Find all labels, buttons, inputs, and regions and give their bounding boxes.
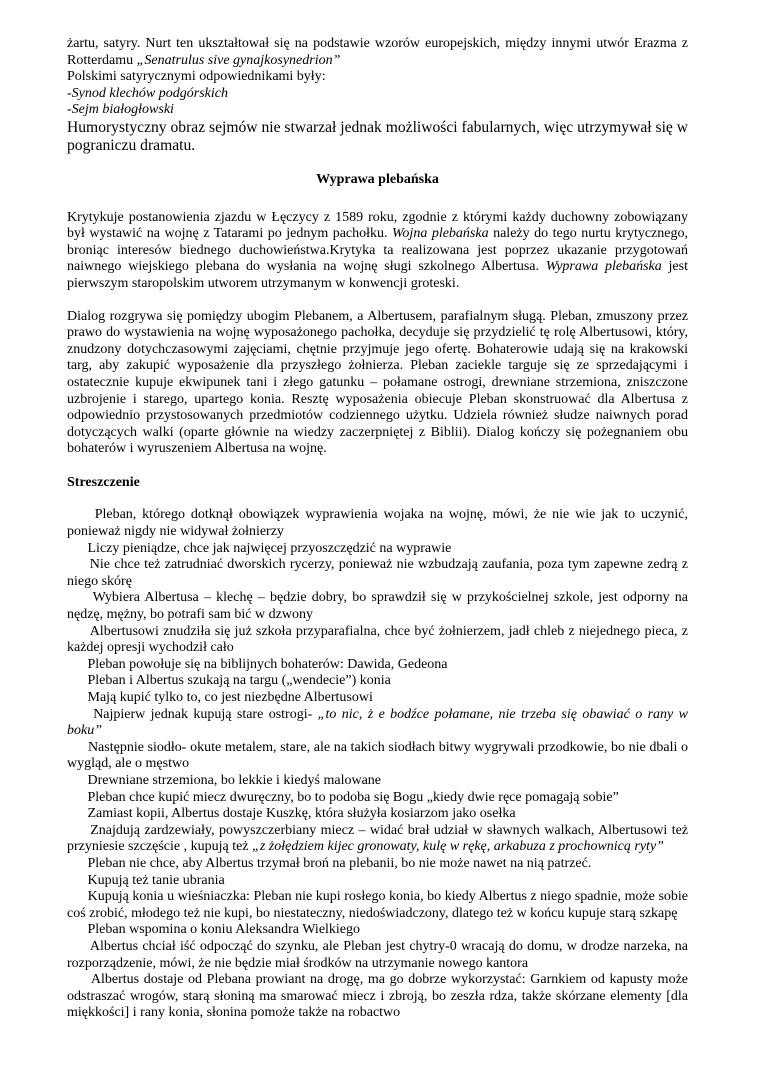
summary-item bbox=[67, 590, 688, 623]
summary-item-text: Albertus chciał iść odpocząć do szynku, ale Pleban jest chytry-0 wracają do domu, w drodze narzeka, na rozporządzenie, mówi, że nie będzie miał środków na utrzymanie nowego kantora bbox=[67, 938, 689, 971]
summary-item-quote: „z żołędziem kijec gronowaty, kulę w rękę, arkabuza z prochownicą ryty” bbox=[252, 839, 664, 855]
summary-item-text: Pleban chce kupić miecz dwuręczny, bo to podoba się Bogu „kiedy dwie ręce pomagają sobie” bbox=[87, 789, 619, 805]
summary-list bbox=[67, 507, 688, 1021]
summary-item bbox=[67, 541, 688, 558]
summary-item bbox=[67, 856, 688, 873]
summary-item-text: Najpierw jednak kupują stare ostrogi- bbox=[93, 706, 318, 722]
section-paragraph-1: Krytykuje postanowienia zjazdu w Łęczycy z 1589 roku, zgodnie z którymi każdy duchowny zobowiązany był wystawić na wojnę z Tatarami po jednym pachołku. Wojna plebańska należy do tego nurtu krytycznego, broniąc interesów biednego duchowieństwa.Krytyka ta realizowana jest poprzez ukazanie przygotowań naiwnego wiejskiego plebana do wysłania na wojnę sługi szkolnego Albertusa. Wyprawa plebańska jest pierwszym staropolskim utworem utrzymanym w konwencji groteski. bbox=[67, 209, 688, 291]
summary-item-text: Albertus dostaje od Plebana prowiant na drogę, ma go dobrze wykorzystać: Garnkiem od kapusty może odstraszać wrogów, starą słoniną ma smarować miecz i zbroją, bo zeszła rdza, także skórzane elementy [dla miękkości] i rany konia, słonina pomoże także na robactwo bbox=[67, 972, 688, 1021]
summary-item bbox=[67, 922, 688, 939]
summary-item bbox=[67, 690, 688, 707]
intro-list-item: -Synod klechów podgórskich bbox=[67, 85, 228, 101]
summary-item-text: Albertusowi znudziła się już szkoła przyparafialna, chce być żołnierzem, jadł chleb z niejednego pieca, z każdej opresji wychodził cało bbox=[67, 623, 689, 656]
summary-item-text: Pleban powołuje się na biblijnych bohaterów: Dawida, Gedeona bbox=[87, 656, 448, 672]
summary-item-text: Nie chce też zatrudniać dworskich rycerzy, ponieważ nie wzbudzają zaufania, poza tym zapewne zedrą z niego skórę bbox=[67, 557, 689, 589]
summary-item bbox=[67, 823, 688, 856]
summary-item bbox=[67, 889, 688, 922]
intro-paragraph: żartu, satyry. Nurt ten ukształtował się na podstawie wzorów europejskich, między innymi utwór Erazma z Rotterdamu „Senatrulus sive gynajkosynedrion” bbox=[67, 36, 688, 68]
summary-item bbox=[67, 657, 688, 674]
intro-list-heading: Polskimi satyrycznymi odpowiednikami były: bbox=[67, 69, 326, 85]
summary-item-text: Znajdują zardzewiały, powyszczerbiany miecz – widać brał udział w sławnych walkach, Albertusowi też przyniesie szczęście , kupują też bbox=[67, 822, 689, 855]
summary-item bbox=[67, 707, 688, 740]
summary-item bbox=[67, 624, 688, 657]
summary-item-text: Kupują konia u wieśniaczka: Pleban nie kupi rosłego konia, bo kiedy Albertus z niego spadnie, może sobie coś zrobić, młodego też nie kupi, bo niestateczny, niedoświadczony, dlatego też w końcu kupuje starą szkapę bbox=[67, 889, 688, 921]
summary-item bbox=[67, 773, 688, 790]
summary-item-text: Pleban nie chce, aby Albertus trzymał broń na plebanii, bo nie może nawet na nią patrzeć. bbox=[87, 855, 592, 871]
summary-item-text: Pleban, którego dotknął obowiązek wyprawienia wojaka na wojnę, mówi, że nie wie jak to uczynić, ponieważ nigdy nie widywał żołnierzy bbox=[67, 507, 689, 540]
summary-item bbox=[67, 972, 688, 1022]
summary-item bbox=[67, 873, 688, 890]
summary-item-text: Drewniane strzemiona, bo lekkie i kiedyś malowane bbox=[87, 772, 382, 788]
summary-item bbox=[67, 557, 688, 590]
summary-item-text: Wybiera Albertusa – klechę – będzie dobry, bo sprawdził się w przykościelnej szkole, jest odporny na nędzę, mężny, bo potrafi sam bić w dzwony bbox=[67, 590, 688, 623]
summary-item-text: Kupują też tanie ubrania bbox=[87, 872, 225, 888]
summary-item bbox=[67, 806, 688, 823]
summary-item bbox=[67, 673, 688, 690]
intro-humor-paragraph: Humorystyczny obraz sejmów nie stwarzał jednak możliwości fabularnych, więc utrzymywał się w pograniczu dramatu. bbox=[67, 118, 688, 154]
document-page bbox=[67, 36, 688, 1022]
summary-item-text: Liczy pieniądze, chce jak najwięcej przyoszczędzić na wyprawie bbox=[87, 540, 452, 556]
summary-item-quote: „to nic, ż e bodźce połamane, nie trzeba się obawiać o rany w boku” bbox=[67, 706, 688, 739]
section-title: Wyprawa plebańska bbox=[316, 171, 439, 187]
summary-item-text: Zamiast kopii, Albertus dostaje Kuszkę, która służyła kosiarzom jako osełka bbox=[87, 806, 516, 822]
summary-item bbox=[67, 939, 688, 972]
summary-item-text: Następnie siodło- okute metalem, stare, ale na takich siodłach bitwy wygrywali przodkowie, bo nie dbali o wygląd, ale o męstwo bbox=[67, 739, 689, 772]
summary-item-text: Mają kupić tylko to, co jest niezbędne Albertusowi bbox=[87, 690, 373, 705]
summary-item-text: Pleban i Albertus szukają na targu („wendecie”) konia bbox=[87, 673, 391, 689]
summary-item bbox=[67, 790, 688, 807]
intro-title-italic: „Senatrulus sive gynajkosynedrion” bbox=[136, 52, 341, 68]
summary-item-text: Pleban wspomina o koniu Aleksandra Wielkiego bbox=[87, 922, 361, 938]
section-paragraph-2: Dialog rozgrywa się pomiędzy ubogim Plebanem, a Albertusem, parafialnym sługą. Pleban, zmuszony przez prawo do wystawienia na wojnę wyposażonego pachołka, decyduje się przydzielić tę rolę Albertusowi, który, znudzony dotychczasowymi zajęciami, chętnie przyjmuje jego ofertę. Bohaterowie udają się na krakowski targ, aby zakupić wyposażenie dla przyszłego żołnierza. Pleban zaciekle targuje się ze sprzedającymi i ostatecznie kupuje ekwipunek tani i złego gatunku – połamane ostrogi, drewniane strzemiona, zniszczone uzbrojenie i starego, upartego konia. Resztę wyposażenia obiecuje Pleban skonstruować dla Albertusa z odpowiednio przystosowanych przedmiotów codziennego użytku. Udziela również słudze naiwnych porad dotyczących walki (oparte głównie na wiedzy zaczerpniętej z Biblii). Dialog kończy się pożegnaniem obu bohaterów i wyruszeniem Albertusa na wojnę. bbox=[67, 308, 688, 457]
summary-item bbox=[67, 740, 688, 773]
intro-list-item: -Sejm białogłowski bbox=[67, 102, 174, 118]
summary-title: Streszczenie bbox=[67, 474, 140, 490]
summary-item bbox=[67, 507, 688, 540]
